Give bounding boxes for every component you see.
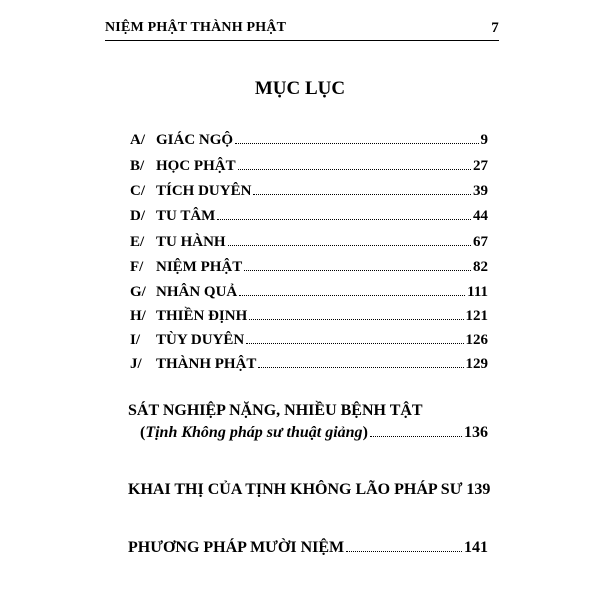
dot-leader (228, 245, 471, 246)
toc-section (128, 479, 491, 501)
dot-leader (239, 295, 465, 296)
toc-item-page: 126 (465, 332, 488, 348)
dot-leader (217, 219, 471, 220)
toc-item-letter: J/ (130, 356, 142, 372)
page-title: MỤC LỤC (254, 78, 346, 99)
toc-item (130, 206, 488, 226)
toc-item-page: 111 (467, 284, 488, 300)
dot-leader (370, 436, 462, 437)
toc-item-title: TÍCH DUYÊN (156, 183, 252, 199)
section-note: Tịnh Không pháp sư thuật giảng (145, 424, 363, 441)
section-title: KHAI THỊ CỦA TỊNH KHÔNG LÃO PHÁP SƯ (128, 481, 463, 498)
toc-item-title: THÀNH PHẬT (156, 356, 257, 372)
header-rule (105, 40, 499, 41)
dot-leader (235, 143, 478, 144)
toc-item (130, 354, 488, 374)
toc-item-page: 9 (480, 132, 488, 148)
toc-item (130, 130, 488, 150)
dot-leader (258, 367, 463, 368)
toc-item-letter: G/ (130, 284, 146, 300)
section-title: PHƯƠNG PHÁP MƯỜI NIỆM (128, 539, 345, 556)
toc-item-title: TU TÂM (156, 208, 216, 224)
toc-item-title: TU HÀNH (156, 234, 226, 250)
section-title: SÁT NGHIỆP NẶNG, NHIỀU BỆNH TẬT (128, 402, 423, 419)
page-number: 7 (491, 20, 499, 36)
toc-item (130, 282, 488, 302)
toc-item-page: 27 (473, 158, 488, 174)
dot-leader (253, 194, 471, 195)
toc-item (130, 156, 488, 176)
toc-item-letter: F/ (130, 259, 144, 275)
toc-item (130, 257, 488, 277)
dot-leader (246, 343, 463, 344)
toc-item-page: 129 (465, 356, 488, 372)
close-paren: ) (362, 424, 368, 441)
toc-item-title: THIỀN ĐỊNH (156, 308, 248, 324)
toc-item-letter: H/ (130, 308, 146, 324)
toc-item (130, 306, 488, 326)
section-page: 141 (464, 539, 488, 556)
toc-item-title: HỌC PHẬT (156, 158, 236, 174)
dot-leader (238, 169, 471, 170)
section-page: 139 (466, 481, 491, 498)
dot-leader (244, 270, 471, 271)
toc-item (130, 181, 488, 201)
dot-leader (346, 551, 462, 552)
toc-item-letter: B/ (130, 158, 145, 174)
toc-item-letter: I/ (130, 332, 141, 348)
toc-item-title: TÙY DUYÊN (156, 332, 245, 348)
toc-item-title: NHÂN QUẢ (156, 284, 238, 300)
toc-item (130, 330, 488, 350)
toc-item-letter: C/ (130, 183, 145, 199)
open-paren: ( (140, 424, 146, 441)
toc-item-title: GIÁC NGỘ (156, 132, 234, 148)
dot-leader (249, 319, 463, 320)
running-header (105, 20, 499, 40)
toc-item-page: 82 (473, 259, 488, 275)
toc-item-page: 39 (473, 183, 488, 199)
section-subtitle (140, 422, 488, 444)
toc-item (130, 232, 488, 252)
toc-item-letter: E/ (130, 234, 145, 250)
toc-item-page: 44 (473, 208, 488, 224)
toc-section (128, 537, 488, 559)
toc-item-letter: D/ (130, 208, 145, 224)
running-title: NIỆM PHẬT THÀNH PHẬT (105, 20, 287, 35)
toc-item-page: 121 (465, 308, 488, 324)
toc-item-title: NIỆM PHẬT (156, 259, 243, 275)
toc-item-page: 67 (473, 234, 488, 250)
toc-item-letter: A/ (130, 132, 145, 148)
section-page: 136 (464, 424, 488, 441)
